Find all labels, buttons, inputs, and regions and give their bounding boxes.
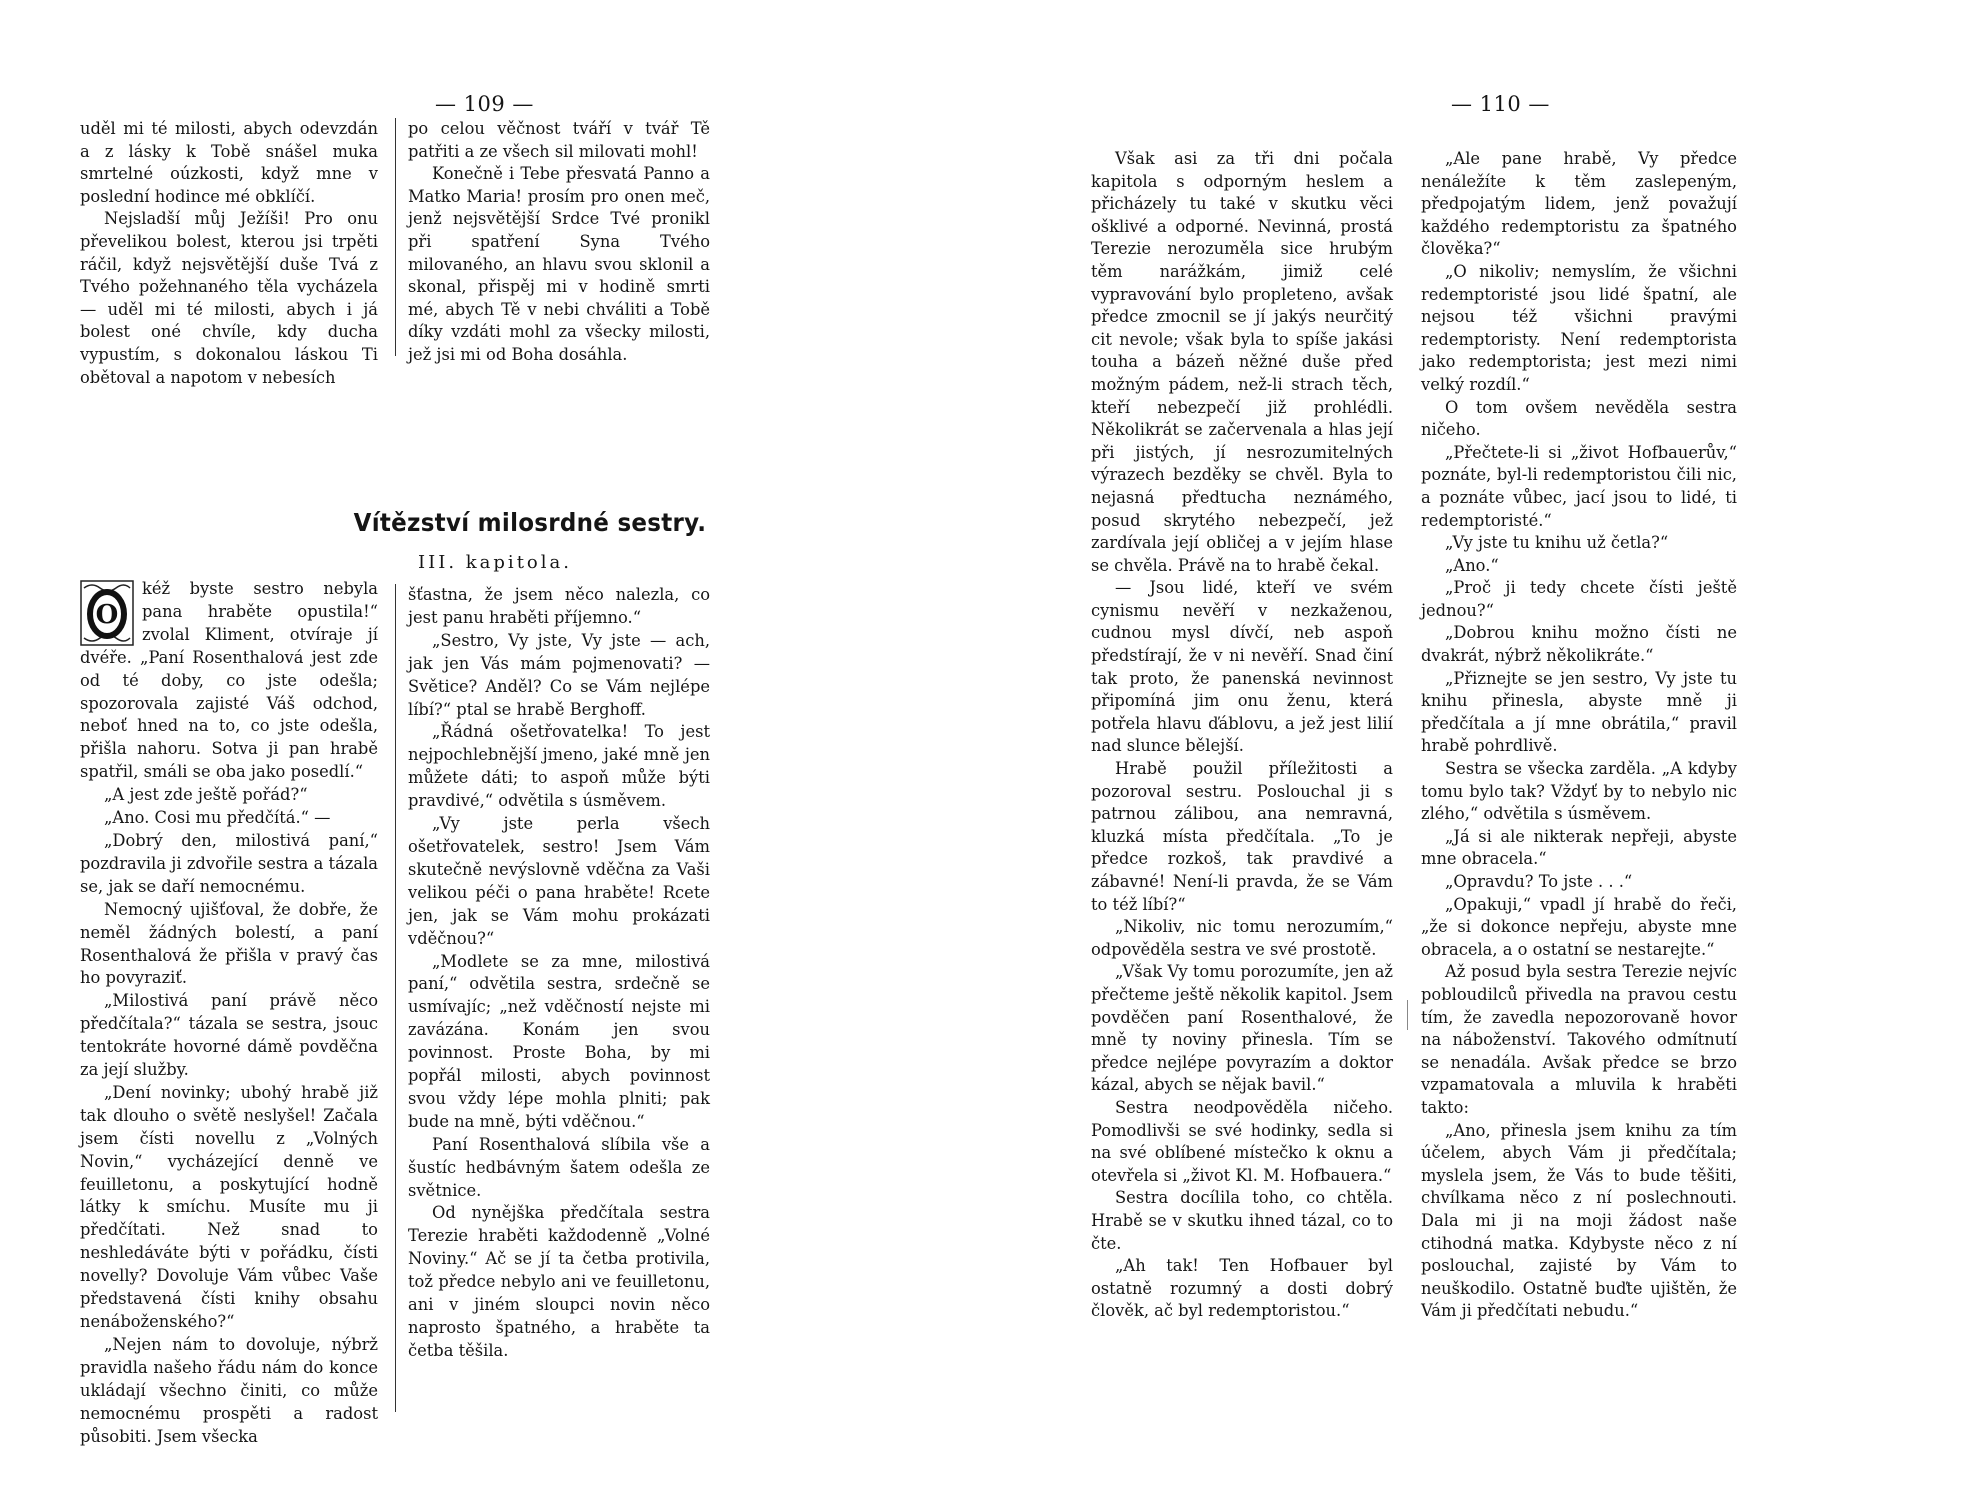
right-col1 [1091, 148, 1393, 1323]
paragraph: Sestra neodpověděla ničeho. Pomodlivši se své hodinky, sedla si na své oblíbené místečko k oknu a otevřela si „život Kl. M. Hofbauera.“ [1091, 1097, 1393, 1185]
right-col2 [1421, 148, 1737, 1323]
paragraph: Nejsladší můj Ježíši! Pro onu převelikou bolest, kterou jsi trpěti ráčil, když nejsvětější duše Tvá z Tvého požehnaného těla vycházela — uděl mi té milosti, abych i já bolest oné chvíle, kdy ducha vypustím, s dokonalou láskou Ti obětoval a napotom v nebesích [80, 209, 378, 387]
paragraph: „Opakuji,“ vpadl jí hrabě do řeči, „že si dokonce nepřeju, abyste mne obracela, a o ostatní se nestarejte.“ [1421, 894, 1737, 959]
paragraph: „Dobrý den, milostivá paní,“ pozdravila ji zdvořile sestra a tázala se, jak se daří nemocnému. [80, 830, 378, 896]
left-col2-bottom [408, 584, 710, 1363]
left-col2-top [408, 118, 710, 367]
drop-cap-letter: O [95, 600, 119, 630]
paragraph: „Modlete se za mne, milostivá paní,“ odvětila sestra, srdečně se usmívajíc; „než vděčností nejste mi zavázána. Konám jen svou povinnost. Proste Boha, by mi popřál milosti, abych povinnost svou vždy lépe mohla plniti; pak bude na mně, býti vděčnou.“ [408, 951, 710, 1131]
paragraph: „Ale pane hrabě, Vy předce nenáležíte k těm zaslepeným, předpojatým lidem, jenž považují každého redemptoristu za špatného člověka?“ [1421, 149, 1737, 259]
paragraph: „Milostivá paní právě něco předčítala?“ tázala se sestra, jsouc tentokráte hovorné dámě povděčna za její služby. [80, 991, 378, 1080]
right-page [991, 0, 1982, 1501]
paragraph: kéž byste sestro nebyla pana hraběte opustila!“ zvolal Kliment, otvíraje jí dvéře. „Paní Rosenthalová jest zde od té doby, co jste odešla; spozorovala zajisté Váš odchod, neboť hned na to, co jste odešla, přišla nahoru. Sotva ji pan hrabě spatřil, smáli se oba jako posedlí.“ [80, 579, 378, 782]
paragraph: „Přiznejte se jen sestro, Vy jste tu knihu přinesla, abyste mně ji předčítala a jí mne obrátila,“ pravil hrabě pohrdlivě. [1421, 668, 1737, 756]
paragraph: „Řádná ošetřovatelka! To jest nejpochlebnější jmeno, jaké mně jen můžete dáti; to aspoň může býti pravdivé,“ odvětila s úsměvem. [408, 722, 710, 811]
column-divider [395, 118, 396, 356]
chapter-heading: III. kapitola. [418, 552, 572, 573]
paragraph: — Jsou lidé, kteří ve svém cynismu nevěří v nezkaženou, cudnou mysl dívčí, neb aspoň předstírají, že v ni nevěří. Snad činí tak proto, že panenská nevinnost připomíná jim onu ženu, která potřela hlavu ďáblovu, a jež jest lilií nad slunce bělejší. [1091, 578, 1393, 756]
paragraph: „Ano.“ [1445, 555, 1499, 575]
paragraph: Však asi za tři dni počala kapitola s odporným heslem a přicházely tu také v skutku věci ošklivé a odporné. Nevinná, prostá Terezie nerozuměla sice hrubým těm narážkám, jimiž celé vypravování bylo propleteno, avšak předce zmocnil se jí jakýs neurčitý cit nevole; však byla to spíše jakási touha a bázeň něžné duše před možným pádem, než-li strach těch, kteří nebezpečí již prohlédli. Několikrát se začervenala a hlas její při jistých, jí nesrozumitelných výrazech bezděky se chvěl. Byla to nejasná předtucha neznámého, posud skrytého nebezpečí, jež zardívala její obličej a v jejím hlase se chvěla. Právě na to hrabě čekal. [1091, 149, 1393, 575]
paragraph: „Nikoliv, nic tomu nerozumím,“ odpověděla sestra ve své prostotě. [1091, 917, 1393, 959]
ornamental-drop-cap [80, 580, 134, 646]
paragraph: Konečně i Tebe přesvatá Panno a Matko Maria! prosím pro onen meč, jenž nejsvětější Srdce Tvé pronikl při spatření Syna Tvého milovaného, an hlavu svou sklonil a skonal, přispěj mi v hodině smrti mé, abych Tě v nebi chváliti a Tobě díky vzdáti mohl za všecky milosti, jež jsi mi od Boha dosáhla. [408, 164, 710, 364]
column-divider [1407, 1000, 1408, 1030]
paragraph: O tom ovšem nevěděla sestra ničeho. [1421, 397, 1737, 440]
section-title: Vítězství milosrdné sestry. [353, 508, 707, 537]
right-page-number: — 110 — [1451, 92, 1550, 116]
paragraph: po celou věčnost tváří v tvář Tě patřiti a ze všech sil milovati mohl! [408, 119, 710, 161]
paragraph: „Ano. Cosi mu předčítá.“ — [104, 808, 331, 828]
paragraph: Paní Rosenthalová slíbila vše a šustíc hedbávným šatem odešla ze světnice. [408, 1134, 710, 1200]
paragraph: „Dobrou knihu možno čísti ne dvakrát, nýbrž několikráte.“ [1421, 623, 1737, 666]
paragraph: Až posud byla sestra Terezie nejvíc pobloudilců přivedla na pravou cestu tím, že zavedla nepozorovaně hovor na náboženství. Takového odmítnutí se nenadála. Avšak předce se brzo vzpamatovala a mluvila k hraběti takto: [1421, 962, 1737, 1117]
paragraph: „Nejen nám to dovoluje, nýbrž pravidla našeho řádu nám do konce ukládají všechno činiti, co může nemocnému prospěti a radost působiti. Jsem všecka [80, 1334, 378, 1446]
paragraph: „Proč ji tedy chcete čísti ještě jednou?“ [1421, 578, 1737, 620]
paragraph: Hrabě použil příležitosti a pozoroval sestru. Poslouchal ji s patrnou zálibou, ana nemravná, kluzká místa předčítala. „To je předce rozkoš, tak pravdivé a zábavné! Není-li pravda, že se Vám to též líbí?“ [1091, 759, 1393, 914]
paragraph: „Vy jste perla všech ošetřovatelek, sestro! Jsem Vám skutečně nevýslovně vděčna za Vaši velikou péči o pana hraběte! Rcete jen, jak se Vám mohu prokázati vděčnou?“ [408, 814, 710, 948]
paragraph: Nemocný ujišťoval, že dobře, že neměl žádných bolestí, a paní Rosenthalová že přišla v pravý čas ho povyraziť. [80, 899, 378, 988]
paragraph: „Dení novinky; ubohý hrabě již tak dlouho o světě neslyšel! Začala jsem čísti novellu z „Volných Novin,“ vycházející denně ve feuilletonu, a poskytující hodně látky k smíchu. Musíte mu ji předčítati. Než snad to neshledáváte býti v pořádku, čísti novelly? Dovoluje Vám vůbec Vaše představená čísti knihy obsahu nenáboženského?“ [80, 1082, 378, 1331]
left-page-number: — 109 — [435, 92, 534, 116]
paragraph: uděl mi té milosti, abych odevzdán a z lásky k Tobě snášel muka smrtelné oúzkosti, když mne v poslední hodince mé obklíčí. [80, 119, 378, 206]
paragraph: „Sestro, Vy jste, Vy jste — ach, jak jen Vás mám pojmenovati? — Světice? Anděl? Co se Vám nejlépe líbí?“ ptal se hrabě Berghoff. [408, 630, 710, 719]
paragraph: „Já si ale nikterak nepřeji, abyste mne obracela.“ [1421, 826, 1737, 869]
paragraph: „Opravdu? To jste . . .“ [1445, 872, 1633, 891]
paragraph: „O nikoliv; nemyslím, že všichni redemptoristé jsou lidé špatní, ale nejsou též všichni pravými redemptoristy. Není redemptorista jako redemptorista; jest mezi nimi velký rozdíl.“ [1421, 261, 1737, 394]
paragraph: Od nynějška předčítala sestra Terezie hraběti každodenně „Volné Noviny.“ Ač se jí ta četba protivila, tož předce nebylo ani ve feuilletonu, ani v jiném sloupci novin něco naprosto špatného, a hraběte ta četba těšila. [408, 1203, 710, 1360]
paragraph: „Ano, přinesla jsem knihu za tím účelem, abych Vám ji předčítala; myslela jsem, že Vás to bude těšiti, chvílkama něco z ní poslechnouti. Dala mi ji na moji žádost naše ctihodná matka. Kdybyste něco z ní poslouchal, zajisté by Vám to neuškodilo. Ostatně buďte ujištěn, že Vám ji předčítati nebudu.“ [1421, 1120, 1737, 1321]
paragraph: „Přečtete-li si „život Hofbauerův,“ poznáte, byl-li redemptoristou čili nic, a poznáte vůbec, jací jsou to lidé, ti redemptoristé.“ [1421, 442, 1737, 530]
left-col1-top [80, 118, 378, 389]
column-divider [395, 584, 396, 1412]
paragraph: „A jest zde ještě pořád?“ [104, 785, 308, 805]
paragraph: „Však Vy tomu porozumíte, jen až přečteme ještě několik kapitol. Jsem povděčen paní Rosenthalové, že mně ty noviny přinesla. Tím se předce nejlépe povyrazím a doktor kázal, abych se nějak bavil.“ [1091, 962, 1393, 1095]
left-col1-bottom [80, 578, 378, 1448]
paragraph: „Vy jste tu knihu už četla?“ [1445, 533, 1669, 553]
paragraph: „Ah tak! Ten Hofbauer byl ostatně rozumný a dosti dobrý člověk, ač byl redemptoristou.“ [1091, 1256, 1393, 1321]
paragraph: Sestra docílila toho, co chtěla. Hrabě se v skutku ihned tázal, co to čte. [1091, 1188, 1393, 1253]
paragraph: šťastna, že jsem něco nalezla, co jest panu hraběti příjemno.“ [408, 585, 710, 627]
paragraph: Sestra se všecka zardělа. „A kdyby tomu bylo tak? Vždyť by to nebylo nic zlého,“ odvětila s úsměvem. [1421, 759, 1737, 824]
